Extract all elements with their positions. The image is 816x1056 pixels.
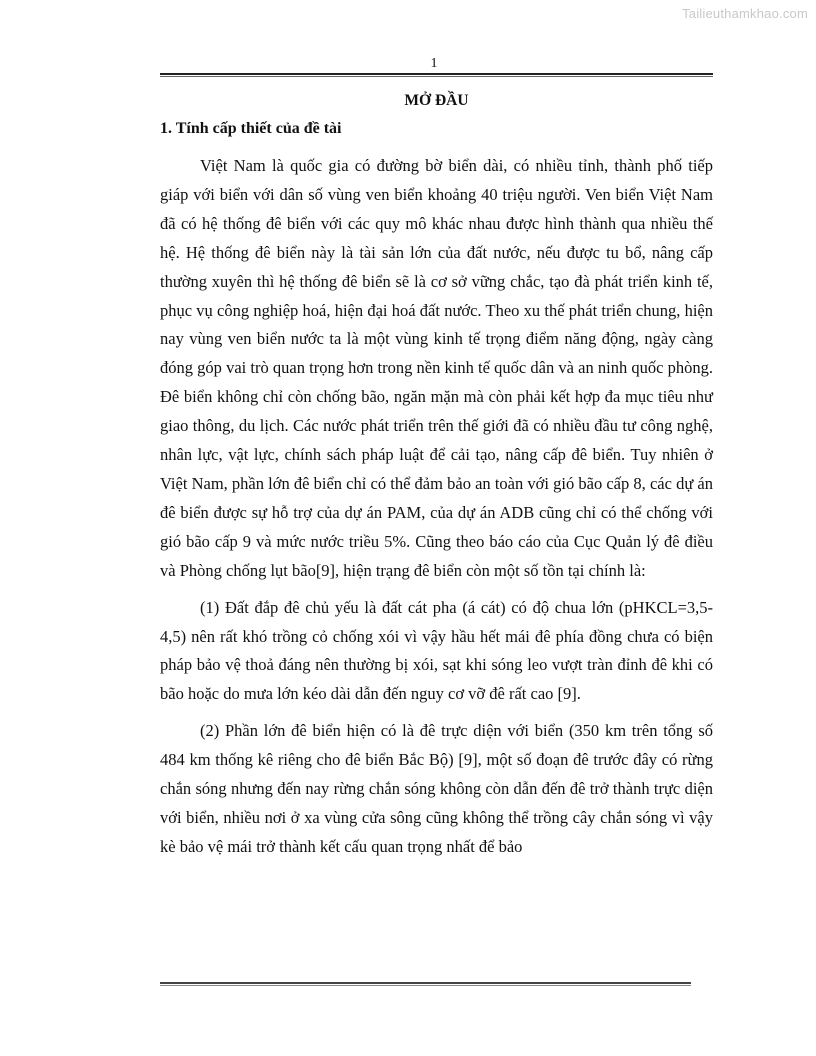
page-number: 1 <box>430 56 438 71</box>
footer-rule <box>160 982 691 986</box>
watermark: Tailieuthamkhao.com <box>682 6 808 21</box>
body-text <box>160 152 713 870</box>
section-heading: 1. Tính cấp thiết của đề tài <box>160 120 342 137</box>
header-rule <box>160 73 713 77</box>
paragraph: Việt Nam là quốc gia có đường bờ biển dài, có nhiều tỉnh, thành phố tiếp giáp với biển với dân số vùng ven biển khoảng 40 triệu người. Ven biển Việt Nam đã có hệ thống đê biển với các quy mô khác nhau được hình thành qua nhiều thế hệ. Hệ thống đê biển này là tài sản lớn của đất nước, nếu được tu bổ, nâng cấp thường xuyên thì hệ thống đê biển sẽ là cơ sở vững chắc, tạo đà phát triển kinh tế, phục vụ công nghiệp hoá, hiện đại hoá đất nước. Theo xu thế phát triển chung, hiện nay vùng ven biển nước ta là một vùng kinh tế trọng điểm năng động, ngày càng đóng góp vai trò quan trọng hơn trong nền kinh tế quốc dân và an ninh quốc phòng. Đê biển không chỉ còn chống bão, ngăn mặn mà còn phải kết hợp đa mục tiêu như giao thông, du lịch. Các nước phát triển trên thế giới đã có nhiều đầu tư công nghệ, nhân lực, vật lực, chính sách pháp luật để cải tạo, nâng cấp đê biển. Tuy nhiên ở Việt Nam, phần lớn đê biển chỉ có thể đảm bảo an toàn với gió bão cấp 8, các dự án đê biển được sự hỗ trợ của dự án PAM, của dự án ADB cũng chỉ có thể chống với gió bão cấp 9 và mức nước triều 5%. Cũng theo báo cáo của Cục Quản lý đê điều và Phòng chống lụt bão[9], hiện trạng đê biển còn một số tồn tại chính là: <box>160 156 713 580</box>
document-title: MỞ ĐẦU <box>404 92 469 109</box>
paragraph: (2) Phần lớn đê biển hiện có là đê trực diện với biển (350 km trên tổng số 484 km thống kê riêng cho đê biển Bắc Bộ) [9], một số đoạn đê trước đây có rừng chắn sóng nhưng đến nay rừng chắn sóng không còn dẫn đến đê trở thành trực diện với biển, nhiều nơi ở xa vùng cửa sông cũng không thể trồng cây chắn sóng vì vậy kè bảo vệ mái trở thành kết cấu quan trọng nhất để bảo <box>160 721 713 856</box>
paragraph: (1) Đất đắp đê chủ yếu là đất cát pha (á cát) có độ chua lớn (pHKCL=3,5-4,5) nên rất khó trồng cỏ chống xói vì vậy hầu hết mái đê phía đồng chưa có biện pháp bảo vệ thoả đáng nên thường bị xói, sạt khi sóng leo vượt tràn đỉnh đê khi có bão hoặc do mưa lớn kéo dài dẫn đến nguy cơ vỡ đê rất cao [9]. <box>160 597 713 704</box>
